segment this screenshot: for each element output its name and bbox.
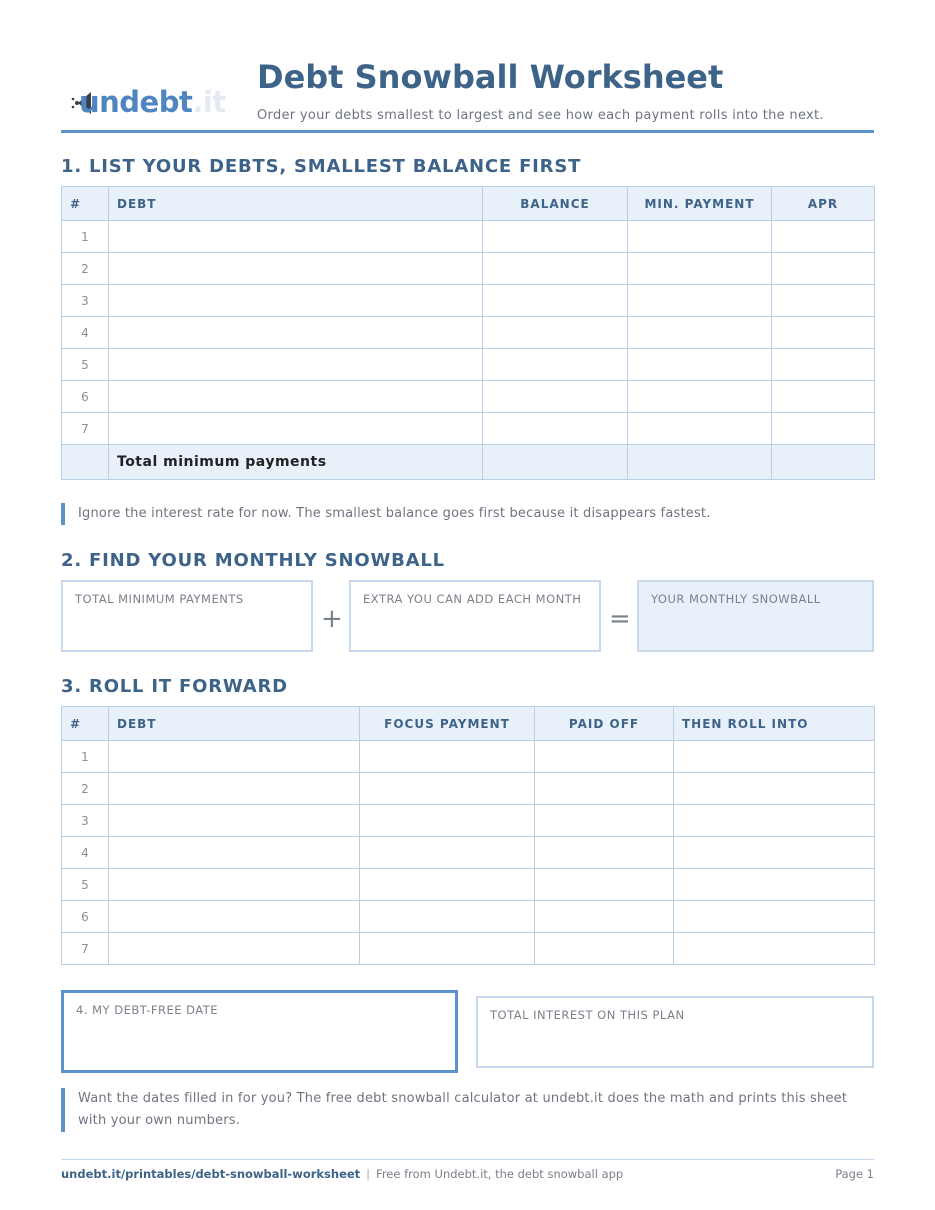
debts-table — [61, 186, 875, 480]
page-subtitle: Order your debts smallest to largest and see how each payment rolls into the next. — [257, 108, 824, 123]
apr-cell[interactable] — [772, 413, 875, 445]
total-balance-cell[interactable] — [483, 445, 628, 480]
balance-cell[interactable] — [483, 381, 628, 413]
table-row — [62, 285, 875, 317]
debt-cell[interactable] — [109, 413, 483, 445]
debt-cell[interactable] — [109, 253, 483, 285]
focus-payment-cell[interactable] — [360, 805, 535, 837]
debt-cell[interactable] — [109, 221, 483, 253]
row-number: 4 — [62, 317, 109, 349]
row-number: 1 — [62, 221, 109, 253]
monthly-snowball-label: YOUR MONTHLY SNOWBALL — [651, 592, 821, 606]
min-payment-cell[interactable] — [628, 317, 772, 349]
apr-cell[interactable] — [772, 349, 875, 381]
total-min-payments-label: Total minimum payments — [109, 445, 483, 480]
row-number: 7 — [62, 413, 109, 445]
col-roll-into: THEN ROLL INTO — [674, 707, 875, 741]
paid-off-cell[interactable] — [535, 773, 674, 805]
focus-payment-cell[interactable] — [360, 741, 535, 773]
extra-monthly-label: EXTRA YOU CAN ADD EACH MONTH — [363, 592, 582, 606]
footer-divider — [61, 1159, 874, 1160]
table-row — [62, 349, 875, 381]
total-interest-box[interactable] — [476, 996, 874, 1068]
row-number: 5 — [62, 869, 109, 901]
min-payment-cell[interactable] — [628, 413, 772, 445]
row-number: 2 — [62, 253, 109, 285]
debt-free-date-box[interactable] — [61, 990, 458, 1073]
calculator-callout: Want the dates filled in for you? The free debt snowball calculator at undebt.it does the math and prints this sheet with your own numbers. — [61, 1088, 858, 1132]
min-payment-cell[interactable] — [628, 253, 772, 285]
debt-cell[interactable] — [109, 317, 483, 349]
row-number: 3 — [62, 285, 109, 317]
paid-off-cell[interactable] — [535, 741, 674, 773]
col-number: # — [62, 707, 109, 741]
debt-cell[interactable] — [109, 805, 360, 837]
col-min-payment: MIN. PAYMENT — [628, 187, 772, 221]
header — [61, 50, 874, 130]
roll-into-cell[interactable] — [674, 837, 875, 869]
col-debt: DEBT — [109, 707, 360, 741]
paid-off-cell[interactable] — [535, 805, 674, 837]
footer-separator: | — [366, 1167, 371, 1181]
footer-url-link[interactable]: undebt.it/printables/debt-snowball-worksheet — [61, 1167, 361, 1181]
table-row — [62, 805, 875, 837]
row-number: 1 — [62, 741, 109, 773]
row-number: 3 — [62, 805, 109, 837]
total-apr-cell[interactable] — [772, 445, 875, 480]
col-paid-off: PAID OFF — [535, 707, 674, 741]
equals-sign: = — [609, 604, 631, 634]
debt-cell[interactable] — [109, 837, 360, 869]
col-apr: APR — [772, 187, 875, 221]
min-payment-cell[interactable] — [628, 349, 772, 381]
balance-cell[interactable] — [483, 349, 628, 381]
col-focus-payment: FOCUS PAYMENT — [360, 707, 535, 741]
roll-into-cell[interactable] — [674, 773, 875, 805]
roll-into-cell[interactable] — [674, 741, 875, 773]
total-interest-label: TOTAL INTEREST ON THIS PLAN — [490, 1008, 685, 1022]
total-min-payments-box[interactable] — [61, 580, 313, 652]
section3-heading: 3. ROLL IT FORWARD — [61, 676, 288, 697]
debt-cell[interactable] — [109, 869, 360, 901]
table-row — [62, 253, 875, 285]
paid-off-cell[interactable] — [535, 933, 674, 965]
total-row — [62, 445, 875, 480]
section1-heading: 1. LIST YOUR DEBTS, SMALLEST BALANCE FIRST — [61, 156, 582, 177]
apr-cell[interactable] — [772, 381, 875, 413]
roll-forward-header — [62, 707, 875, 741]
row-number: 6 — [62, 381, 109, 413]
paid-off-cell[interactable] — [535, 837, 674, 869]
row-number: 5 — [62, 349, 109, 381]
table-row — [62, 381, 875, 413]
debt-free-date-label: 4. MY DEBT-FREE DATE — [76, 1003, 219, 1017]
roll-forward-table — [61, 706, 875, 965]
col-number: # — [62, 187, 109, 221]
paid-off-cell[interactable] — [535, 901, 674, 933]
focus-payment-cell[interactable] — [360, 933, 535, 965]
focus-payment-cell[interactable] — [360, 901, 535, 933]
tip-callout: Ignore the interest rate for now. The smallest balance goes first because it disappears fastest. — [61, 503, 868, 525]
page-number: Page 1 — [835, 1167, 874, 1181]
debt-cell[interactable] — [109, 901, 360, 933]
table-row — [62, 933, 875, 965]
total-min-payments-label: TOTAL MINIMUM PAYMENTS — [75, 592, 244, 606]
debt-cell[interactable] — [109, 285, 483, 317]
table-row — [62, 413, 875, 445]
min-payment-cell[interactable] — [628, 381, 772, 413]
total-min-payment-cell[interactable] — [628, 445, 772, 480]
page-title: Debt Snowball Worksheet — [257, 58, 724, 96]
col-balance: BALANCE — [483, 187, 628, 221]
row-number: 4 — [62, 837, 109, 869]
balance-cell[interactable] — [483, 253, 628, 285]
min-payment-cell[interactable] — [628, 285, 772, 317]
apr-cell[interactable] — [772, 317, 875, 349]
table-row — [62, 317, 875, 349]
debts-table-header — [62, 187, 875, 221]
apr-cell[interactable] — [772, 285, 875, 317]
header-divider — [61, 130, 874, 133]
monthly-snowball-box[interactable] — [637, 580, 874, 652]
balance-cell[interactable] — [483, 285, 628, 317]
row-number: 7 — [62, 933, 109, 965]
debt-cell[interactable] — [109, 349, 483, 381]
table-row — [62, 901, 875, 933]
row-number: 6 — [62, 901, 109, 933]
focus-payment-cell[interactable] — [360, 773, 535, 805]
extra-monthly-box[interactable] — [349, 580, 601, 652]
row-number: 2 — [62, 773, 109, 805]
balance-cell[interactable] — [483, 221, 628, 253]
focus-payment-cell[interactable] — [360, 837, 535, 869]
roll-into-cell[interactable] — [674, 933, 875, 965]
apr-cell[interactable] — [772, 221, 875, 253]
table-row — [62, 773, 875, 805]
logo-wordmark: undebt.it — [79, 85, 226, 119]
footer-tagline: Free from Undebt.it, the debt snowball app — [376, 1167, 624, 1181]
roll-into-cell[interactable] — [674, 805, 875, 837]
paid-off-cell[interactable] — [535, 869, 674, 901]
roll-into-cell[interactable] — [674, 901, 875, 933]
balance-cell[interactable] — [483, 317, 628, 349]
balance-cell[interactable] — [483, 413, 628, 445]
total-row-spacer — [62, 445, 109, 480]
section2-heading: 2. FIND YOUR MONTHLY SNOWBALL — [61, 550, 445, 571]
table-row — [62, 869, 875, 901]
plus-sign: + — [321, 604, 343, 634]
table-row — [62, 741, 875, 773]
min-payment-cell[interactable] — [628, 221, 772, 253]
debt-cell[interactable] — [109, 933, 360, 965]
apr-cell[interactable] — [772, 253, 875, 285]
debt-cell[interactable] — [109, 773, 360, 805]
roll-into-cell[interactable] — [674, 869, 875, 901]
focus-payment-cell[interactable] — [360, 869, 535, 901]
table-row — [62, 221, 875, 253]
debt-cell[interactable] — [109, 381, 483, 413]
footer — [61, 1167, 874, 1181]
col-debt: DEBT — [109, 187, 483, 221]
debt-cell[interactable] — [109, 741, 360, 773]
table-row — [62, 837, 875, 869]
